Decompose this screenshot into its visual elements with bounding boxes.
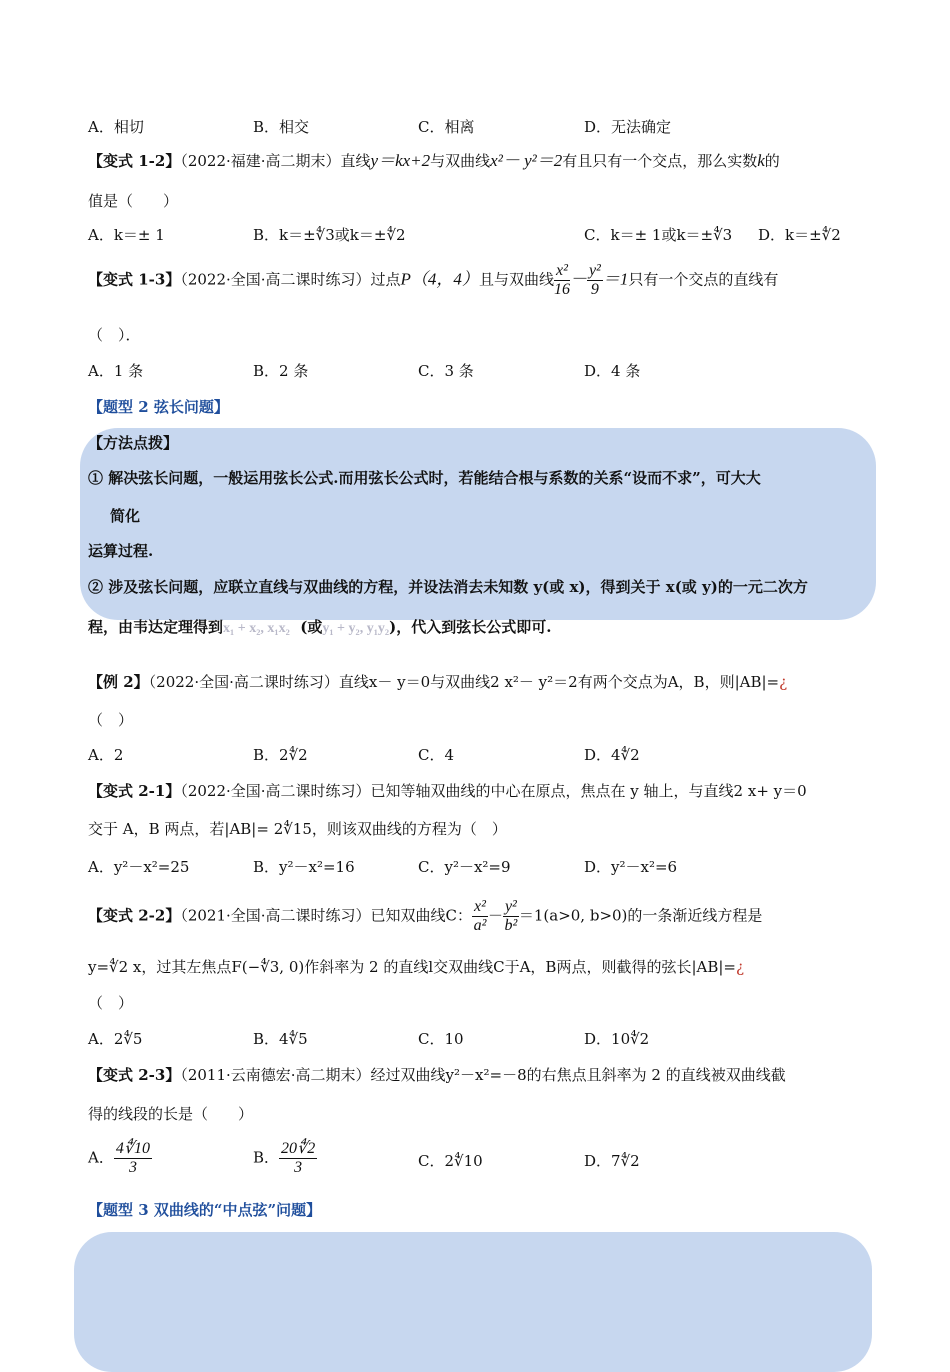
q1-3-mid: 且与双曲线: [478, 270, 554, 289]
q2-1-option-c: C．y²－x²=9: [418, 858, 511, 876]
q2-2-tag: 【变式 2-2】: [88, 906, 181, 925]
method-point-1-tail: 运算过程.: [88, 542, 154, 560]
q2-2-post: ＝1(a>0, b>0)的一条渐近线方程是: [518, 906, 763, 925]
method-point-2-cont: [88, 616, 551, 640]
type3-heading: 【题型 3 双曲线的“中点弦”问题】: [88, 1201, 322, 1219]
q1-3-source: （2022·全国·高二课时练习）过点: [180, 270, 401, 289]
q1-3-option-a: A．1 条: [88, 362, 144, 380]
q1-2-source: （2022·福建·高二期末）直线: [180, 152, 371, 170]
q2-2-option-b: B．4∜5: [253, 1030, 308, 1048]
q2-1-option-a: A．y²－x²=25: [88, 858, 190, 876]
method-panel-2: [74, 1232, 872, 1372]
ex2-option-c: C．4: [418, 746, 455, 764]
method-p2-vieta-x: x₁ + x₂, x₁x₂: [223, 621, 290, 636]
q2-3-option-a-den: 3: [128, 1159, 137, 1176]
method-point-1-cont: 简化: [110, 507, 141, 525]
ex2-mark: ¿: [779, 673, 788, 691]
q2-3-text: （2011·云南德宏·高二期末）经过双曲线y²－x²=－8的右焦点且斜率为 2 的直线被双曲线截: [180, 1066, 786, 1084]
q2-3-option-b-den: 3: [294, 1159, 303, 1176]
q1-3-stem-line2: （ ）．: [88, 326, 141, 344]
q1-3-frac-y: [587, 262, 603, 299]
ex2-option-b: B．2∜2: [253, 746, 308, 764]
q2-2-option-a: A．2∜5: [88, 1030, 143, 1048]
ex2-text: （2022·全国·高二课时练习）直线x－ y＝0与双曲线2 x²－ y²＝2有两个交点为A，B，则|AB|=: [148, 673, 780, 691]
q2-2-option-d: D．10∜2: [584, 1030, 650, 1048]
q1-2-mid: 与双曲线: [430, 152, 491, 170]
ex2-option-a: A．2: [88, 746, 124, 764]
ex2-tag: 【例 2】: [88, 673, 149, 691]
q2-3-option-c: C．2∜10: [418, 1152, 483, 1170]
q1-3-option-d: D．4 条: [584, 362, 641, 380]
q2-3-option-b-frac: [279, 1140, 317, 1177]
q2-3-option-a: [88, 1140, 152, 1177]
q1-3-tail: 只有一个交点的直线有: [628, 270, 779, 289]
q2-1-text: （2022·全国·高二课时练习）已知等轴双曲线的中心在原点，焦点在 y 轴上，与直线2 x+ y＝0: [180, 782, 807, 800]
q1-3-frac-x-num: x²: [554, 262, 570, 281]
ex2-stem-line2: （ ）: [88, 711, 134, 729]
q1-2-hyperbola-eq: x²－ y²＝2: [490, 151, 563, 170]
q2-1-stem: [88, 780, 807, 802]
q1-2-stem: [88, 150, 780, 172]
q2-2-frac-x: [472, 898, 488, 935]
method-point-2: ② 涉及弦长问题，应联立直线与双曲线的方程，并设法消去未知数 y(或 x)，得到关于 x(或 y)的一元二次方: [88, 578, 808, 596]
q1-3-eq-tail: ＝1: [602, 269, 629, 289]
q2-1-option-b: B．y²－x²=16: [253, 858, 355, 876]
q2-3-stem: [88, 1064, 786, 1086]
q1-1-option-c: C．相离: [418, 118, 475, 136]
q2-3-option-d: D．7∜2: [584, 1152, 640, 1170]
q1-3-point: P（4，4）: [400, 269, 479, 289]
q1-2-option-d: D．k＝±∜2: [758, 226, 841, 244]
q1-3-frac-y-num: y²: [588, 262, 601, 279]
q1-3-minus: －: [569, 269, 587, 289]
q1-3-frac-y-den: 9: [590, 281, 599, 298]
q2-3-option-b-num: 20∜2: [281, 1140, 316, 1157]
q1-3-option-b: B．2 条: [253, 362, 309, 380]
type2-heading: 【题型 2 弦长问题】: [88, 398, 229, 416]
q2-2-frac-x-den: a²: [473, 917, 487, 934]
method-p2-post: )，代入到弦长公式即可.: [389, 618, 552, 636]
q2-1-option-d: D．y²－x²=6: [584, 858, 678, 876]
q1-3-option-c: C．3 条: [418, 362, 474, 380]
q2-1-stem-line2: 交于 A，B 两点，若|AB|= 2∜15，则该双曲线的方程为（ ）: [88, 820, 507, 838]
q2-2-pre: （2021·全国·高二课时练习）已知双曲线C：: [180, 906, 473, 925]
q1-2-k: k: [757, 151, 765, 170]
ex2-option-d: D．4∜2: [584, 746, 640, 764]
q1-2-line-eq: y＝kx+2: [370, 151, 431, 170]
q2-3-option-a-label: A．: [88, 1148, 114, 1167]
q1-2-tag: 【变式 1-2】: [88, 152, 181, 170]
q1-2-tail: 有且只有一个交点，那么实数: [562, 152, 758, 170]
q2-2-frac-y-num: y²: [504, 898, 517, 915]
q2-3-option-a-frac: [114, 1140, 152, 1177]
q1-3-frac-x: [554, 262, 570, 299]
q2-2-frac-y: [503, 898, 519, 935]
q2-2-frac-x-num: x²: [474, 898, 486, 915]
method-title: 【方法点拨】: [88, 434, 179, 452]
q1-2-option-b: B．k＝±∜3或k＝±∜2: [253, 226, 406, 244]
q2-2-stem-line2: [88, 956, 744, 978]
method-p2-vieta-y: y₁ + y₂, y₁y₂: [322, 621, 390, 636]
q2-3-option-b-label: B．: [253, 1148, 280, 1167]
q1-1-option-b: B．相交: [253, 118, 310, 136]
q2-2-stem-line3: （ ）: [88, 994, 134, 1012]
q2-2-option-c: C．10: [418, 1030, 464, 1048]
q1-2-option-a: A．k＝± 1: [88, 226, 165, 244]
method-p2-pre: 程，由韦达定理得到: [88, 618, 224, 636]
q2-3-option-a-num: 4∜10: [115, 1140, 151, 1157]
q1-2-option-c: C．k＝± 1或k＝±∜3: [584, 226, 733, 244]
q1-1-option-d: D．无法确定: [584, 118, 672, 136]
q1-2-tail2: 的: [764, 152, 780, 170]
q2-2-frac-y-den: b²: [504, 917, 518, 934]
q1-3-frac-x-den: 16: [553, 281, 570, 298]
method-point-1: ① 解决弦长问题，一般运用弦长公式.而用弦长公式时，若能结合根与系数的关系“设而不求”，可大大: [88, 469, 761, 487]
q2-3-option-b: [253, 1140, 317, 1177]
q2-3-tag: 【变式 2-3】: [88, 1066, 181, 1084]
q1-3-stem: [88, 262, 778, 299]
q1-2-stem-line2: 值是（ ）: [88, 192, 179, 210]
q2-3-stem-line2: 得的线段的长是（ ）: [88, 1105, 254, 1123]
q1-1-option-a: A．相切: [88, 118, 144, 136]
q2-2-line2-text: y=∜2 x，过其左焦点F(−∜3, 0)作斜率为 2 的直线l交双曲线C于A，B两点，则截得的弦长|AB|=: [88, 958, 736, 976]
q1-3-tag: 【变式 1-3】: [88, 270, 181, 289]
q2-2-stem: 【变式 2-2】（2021·全国·高二课时练习）已知双曲线C： $\frac{\text{x²}}{\text{a²}}$ － $\frac{\text{y²}}{\text{b²}}$ ＝1(a>0, b>0)的一条渐近线方程是: [88, 898, 763, 934]
method-p2-mid: (或: [300, 618, 323, 636]
ex2-stem: [88, 671, 787, 693]
q2-1-tag: 【变式 2-1】: [88, 782, 181, 800]
q2-2-mark: ¿: [735, 958, 745, 976]
